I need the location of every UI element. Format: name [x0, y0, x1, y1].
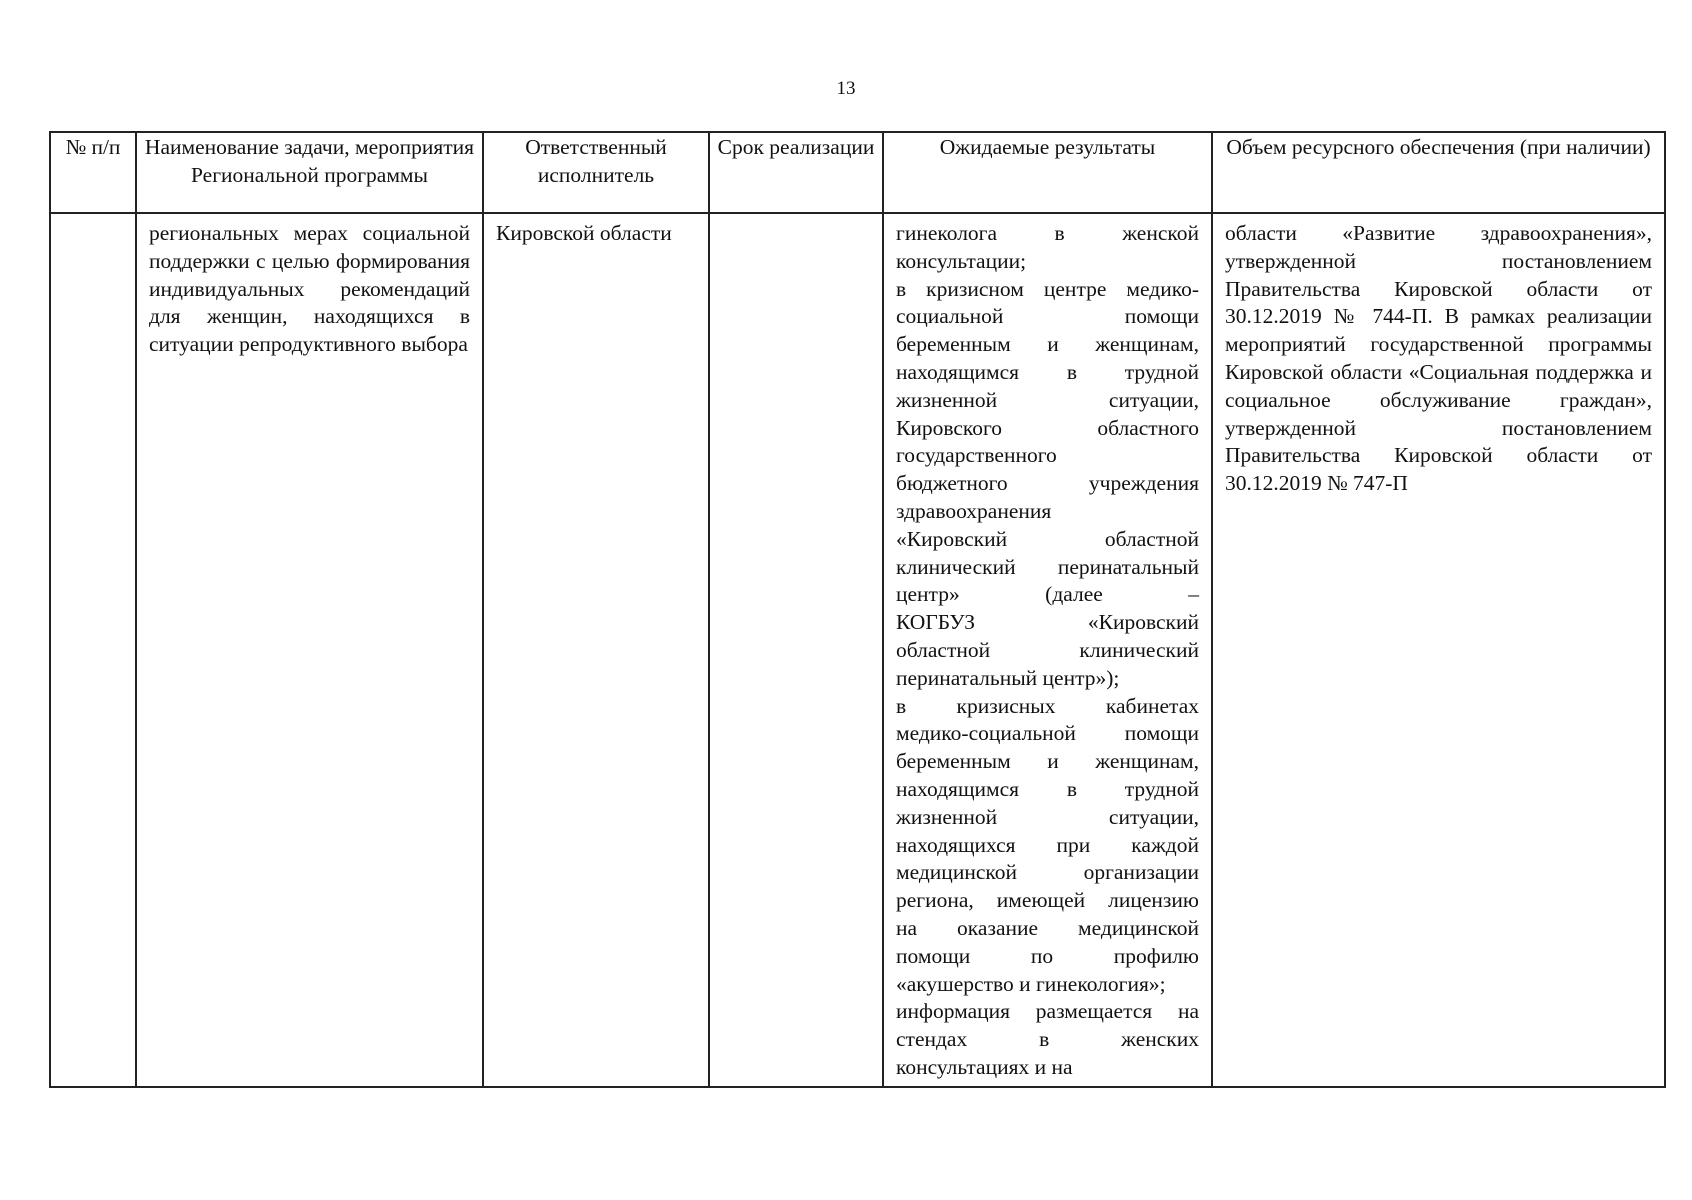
results-line: жизненной ситуации, [896, 804, 1199, 829]
cell-term [709, 213, 883, 1087]
results-line: «Кировский областной [896, 526, 1199, 551]
results-line: находящимся в трудной [896, 776, 1199, 801]
header-results: Ожидаемые результаты [883, 132, 1212, 213]
page-number: 13 [836, 78, 856, 99]
cell-name: региональных мерах социальной поддержки с целью формирования индивидуальных рекомендаций для женщин, находящихся в ситуации репродуктивного выбора [136, 213, 483, 1087]
results-line: социальной помощи [896, 304, 1199, 329]
results-line: Кировского областного [896, 415, 1199, 440]
header-num: № п/п [50, 132, 136, 213]
header-resources: Объем ресурсного обеспечения (при наличии) [1212, 132, 1665, 213]
results-line: находящимся в трудной [896, 359, 1199, 384]
results-line: клинический перинатальный [896, 554, 1199, 579]
results-line: здравоохранения [896, 498, 1052, 523]
results-line: беременным и женщинам, [896, 749, 1199, 774]
program-table [49, 131, 1666, 1088]
results-line: информация размещается на [896, 999, 1199, 1024]
results-line: стендах в женских [896, 1027, 1199, 1052]
header-executor: Ответственный исполнитель [483, 132, 709, 213]
cell-resources: области «Развитие здравоохранения», утвержденной постановлением Правительства Кировской области от 30.12.2019 № 744-П. В рамках реализации мероприятий государственной программы Кировской области «Социальная поддержка и социальное обслуживание граждан», утвержденной постановлением Правительства Кировской области от 30.12.2019 № 747-П [1212, 213, 1665, 1087]
header-name: Наименование задачи, мероприятия Региональной программы [136, 132, 483, 213]
results-line: медико-социальной помощи [896, 721, 1199, 746]
results-line: в кризисных кабинетах [896, 693, 1199, 718]
results-line: гинеколога в женской [896, 221, 1199, 245]
cell-executor: Кировской области [483, 213, 709, 1087]
results-line: консультациях и на [896, 1054, 1073, 1079]
results-line: региона, имеющей лицензию [896, 888, 1199, 913]
results-line: находящихся при каждой [896, 832, 1199, 857]
results-line: медицинской организации [896, 860, 1199, 885]
header-term: Срок реализации [709, 132, 883, 213]
results-line: бюджетного учреждения [896, 471, 1199, 496]
results-line: в кризисном центре медико- [896, 276, 1199, 301]
results-line: областной клинический [896, 637, 1199, 662]
results-line: беременным и женщинам, [896, 332, 1199, 357]
table-header-row [50, 132, 1665, 213]
results-line: государственного [896, 443, 1057, 468]
results-line: жизненной ситуации, [896, 387, 1199, 412]
cell-results [883, 213, 1212, 1087]
results-line: «акушерство и гинекология»; [896, 971, 1166, 996]
results-line: центр» (далее – [896, 582, 1199, 607]
cell-num [50, 213, 136, 1087]
results-line: КОГБУЗ «Кировский [896, 610, 1199, 635]
results-line: перинатальный центр»); [896, 665, 1120, 690]
results-line: на оказание медицинской [896, 915, 1199, 940]
results-line: консультации; [896, 248, 1027, 273]
results-line: помощи по профилю [896, 943, 1199, 968]
table-row [50, 213, 1665, 1087]
